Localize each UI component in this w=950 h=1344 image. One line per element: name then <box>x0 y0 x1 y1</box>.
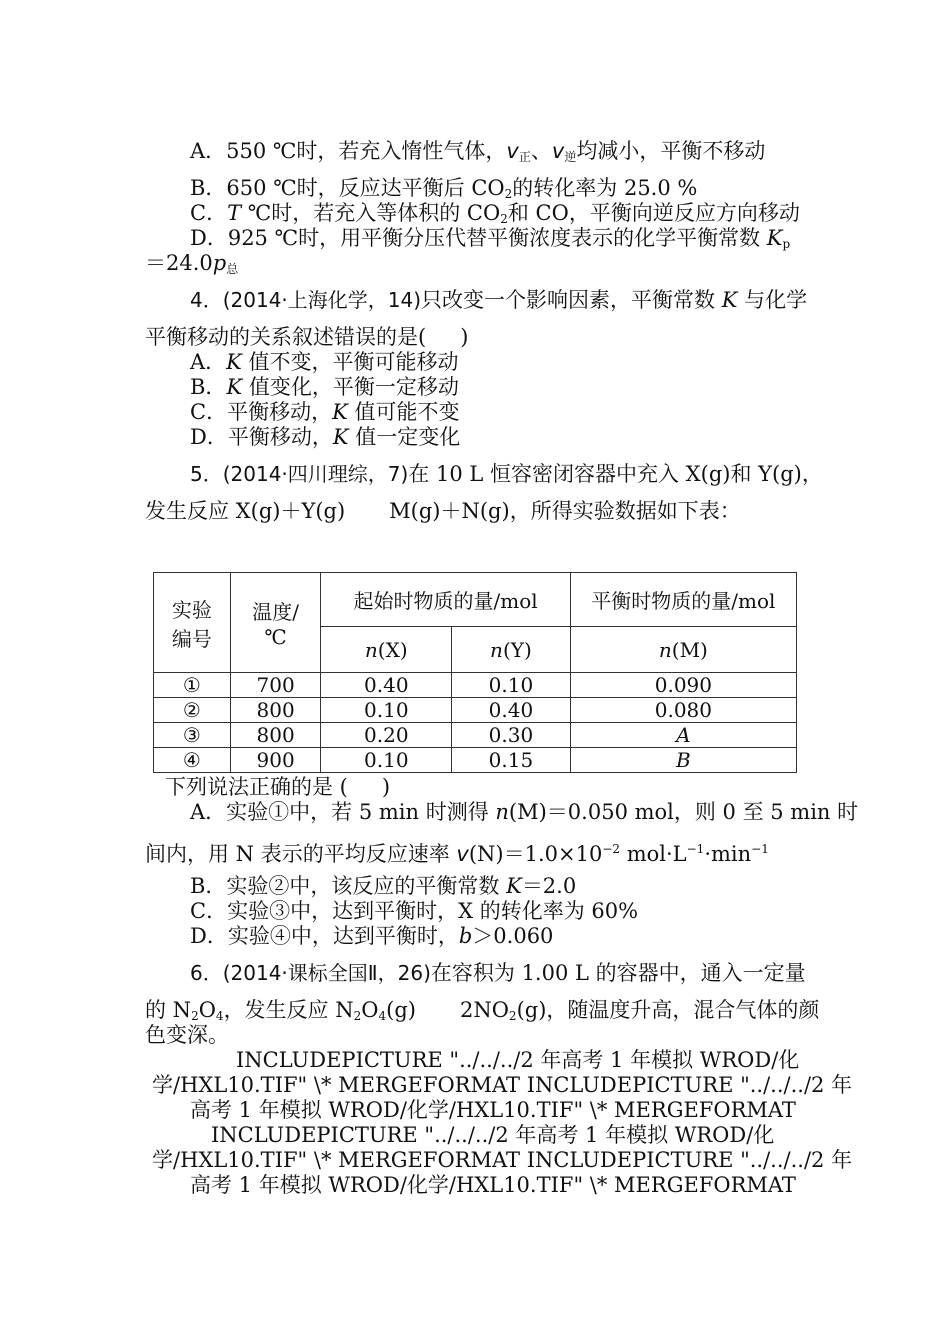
q4-option-d: D．平衡移动，K 值一定变化 <box>190 425 461 449</box>
header-start-amount: 起始时物质的量/mol <box>321 573 570 627</box>
table-row: ③ 800 0.20 0.30 A <box>154 723 797 748</box>
table-row: ④ 900 0.10 0.15 B <box>154 748 797 773</box>
include-line-3: 高考 1 年模拟 WROD/化学/HXL10.TIF" \* MERGEFORMAT <box>190 1098 796 1122</box>
q5-stem-line2: 发生反应 X(g)＋Y(g) M(g)＋N(g)，所得实验数据如下表： <box>145 499 741 523</box>
q3-option-d-cont: $=24.0p_总$ <box>145 251 239 276</box>
include-line-1: INCLUDEPICTURE "../../../2 年高考 1 年模拟 WROD/化 <box>236 1048 800 1072</box>
q4-stem-line2: 平衡移动的关系叙述错误的是( ) <box>145 325 469 349</box>
q5-ask: 下列说法正确的是 ( ) <box>165 775 391 799</box>
table-row: ① 700 0.40 0.10 0.090 <box>154 673 797 698</box>
q6-stem-line3: 色变深。 <box>145 1023 229 1047</box>
header-ny: n(Y) <box>452 627 571 673</box>
q4-stem-line1: 4．(2014·上海化学，14)只改变一个影响因素，平衡常数 K 与化学 <box>190 288 808 312</box>
include-line-5: 学/HXL10.TIF" \* MERGEFORMAT INCLUDEPICTURE "../../../2 年 <box>152 1148 853 1172</box>
q4-option-c: C．平衡移动，K 值可能不变 <box>190 400 460 424</box>
q3-option-b: B．650 ℃时，反应达平衡后 $CO_2$的转化率为 25.0 % <box>190 176 698 201</box>
header-temp: 温度/ ℃ <box>230 573 321 673</box>
q5-option-a-line2: 间内，用 N 表示的平均反应速率 $v(N)=1.0\times 10^{-2}$ $mol\cdot L^{-1}\cdot\min^{-1}$ <box>145 842 769 866</box>
q3-option-d: D．925 ℃时，用平衡分压代替平衡浓度表示的化学平衡常数 $K_p$ <box>190 226 791 251</box>
include-line-2: 学/HXL10.TIF" \* MERGEFORMAT INCLUDEPICTURE "../../../2 年 <box>152 1073 853 1097</box>
q6-stem-line2: 的 $N_2O_4$，发生反应 $N_2O_4(g)$ $2NO_2(g)$，随温度升高，混合气体的颜 <box>145 998 820 1023</box>
include-line-4: INCLUDEPICTURE "../../../2 年高考 1 年模拟 WROD/化 <box>211 1123 775 1147</box>
q4-option-a: A．K 值不变，平衡可能移动 <box>190 350 459 374</box>
q5-stem-line1: 5．(2014·四川理综，7)在 10 L 恒容密闭容器中充入 X(g)和 Y(g)， <box>190 462 823 486</box>
q5-option-a-line1: A．实验①中，若 5 min 时测得 n(M)＝0.050 mol，则 0 至 5 min 时 <box>190 800 859 824</box>
header-nx: n(X) <box>321 627 452 673</box>
header-nm: n(M) <box>570 627 796 673</box>
header-eq-amount: 平衡时物质的量/mol <box>570 573 796 627</box>
experiment-table <box>153 572 797 773</box>
q6-stem-line1: 6．(2014·课标全国Ⅱ，26)在容积为 1.00 L 的容器中，通入一定量 <box>190 961 806 985</box>
q3-option-c: C．T ℃时，若充入等体积的 $CO_2$和 CO，平衡向逆反应方向移动 <box>190 201 800 226</box>
q5-option-b: B．实验②中，该反应的平衡常数 K＝2.0 <box>190 874 577 898</box>
q5-option-d: D．实验④中，达到平衡时，b＞0.060 <box>190 924 554 948</box>
q4-option-b: B．K 值变化，平衡一定移动 <box>190 375 459 399</box>
q3-option-a: A．550 ℃时，若充入惰性气体，$v_正$、$v_逆$均减小，平衡不移动 <box>190 139 766 164</box>
table-row: ② 800 0.10 0.40 0.080 <box>154 698 797 723</box>
include-line-6: 高考 1 年模拟 WROD/化学/HXL10.TIF" \* MERGEFORMAT <box>190 1173 796 1197</box>
header-exp-id: 实验 编号 <box>154 573 231 673</box>
q5-option-c: C．实验③中，达到平衡时，X 的转化率为 60% <box>190 899 639 923</box>
